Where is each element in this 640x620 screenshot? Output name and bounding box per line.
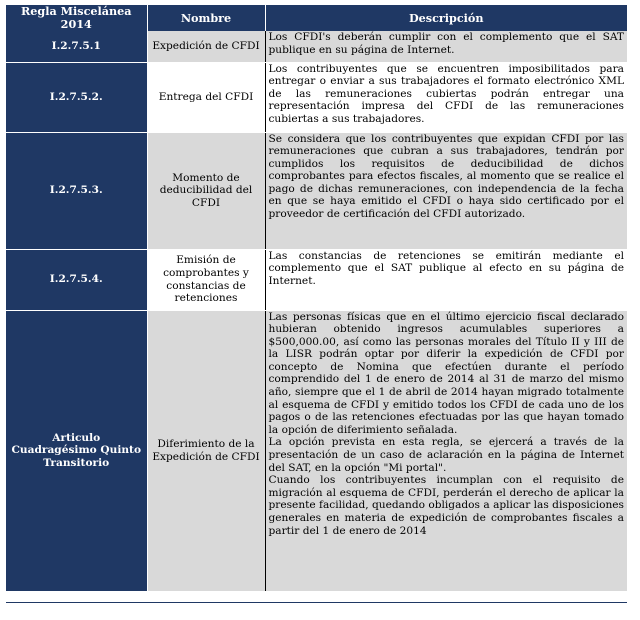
rules-table — [6, 5, 627, 592]
descripcion-paragraph: Cuando los contribuyentes incumplan con el requisito de migración al esquema de CFDI, perderán el derecho de aplicar la presente facilidad, quedando obligados a aplicar las disposiciones generales en materia de expedición de comprobantes fiscales a partir del 1 de enero de 2014 — [268, 474, 624, 537]
regla-cell: I.2.7.5.1 — [6, 31, 147, 62]
header-nombre: Nombre — [147, 5, 265, 31]
table-row — [6, 249, 627, 310]
header-regla: Regla Miscelánea 2014 — [6, 5, 147, 31]
regla-cell: Articulo Cuadragésimo Quinto Transitorio — [6, 310, 147, 591]
descripcion-cell — [265, 249, 627, 310]
table-row — [6, 62, 627, 132]
regla-cell: I.2.7.5.2. — [6, 62, 147, 132]
nombre-cell: Expedición de CFDI — [147, 31, 265, 62]
header-descripcion: Descripción — [265, 5, 627, 31]
descripcion-paragraph: La opción prevista en esta regla, se ejercerá a través de la presentación de un caso de aclaración en la página de Internet del SAT, en la opción "Mi portal". — [268, 436, 624, 474]
descripcion-paragraph: Los CFDI's deberán cumplir con el complemento que el SAT publique en su página de Internet. — [268, 31, 624, 56]
nombre-cell: Entrega del CFDI — [147, 62, 265, 132]
table-row — [6, 132, 627, 249]
regla-cell: I.2.7.5.4. — [6, 249, 147, 310]
nombre-cell: Emisión de comprobantes y constancias de retenciones — [147, 249, 265, 310]
table-header-row — [6, 5, 627, 31]
nombre-cell: Momento de deducibilidad del CFDI — [147, 132, 265, 249]
regla-cell: I.2.7.5.3. — [6, 132, 147, 249]
descripcion-cell — [265, 132, 627, 249]
descripcion-cell — [265, 310, 627, 591]
descripcion-cell — [265, 31, 627, 62]
table-row — [6, 310, 627, 591]
descripcion-paragraph: Las personas físicas que en el último ejercicio fiscal declarado hubieran obtenido ingresos acumulables superiores a $500,000.00, así como las personas morales del Título II y III de la LISR podrán optar por diferir la expedición de CFDI por concepto de Nomina que efectúen durante el período comprendido del 1 de enero de 2014 al 31 de marzo del mismo año, siempre que el 1 de abril de 2014 hayan migrado totalmente al esquema de CFDI y emitido todos los CFDI de cada uno de los pagos o de las retenciones efectuadas por las que hayan tomado la opción de diferimiento señalada. — [268, 310, 624, 436]
descripcion-paragraph: Los contribuyentes que se encuentren imposibilitados para entregar o enviar a sus trabajadores el formato electrónico XML de las remuneraciones cubiertas podrán entregar una representación impresa del CFDI de las remuneraciones cubiertas a sus trabajadores. — [268, 62, 624, 125]
descripcion-paragraph: Se considera que los contribuyentes que expidan CFDI por las remuneraciones que cubran a sus trabajadores, tendrán por cumplidos los requisitos de deducibilidad de dichos comprobantes para efectos fiscales, al momento que se realice el pago de dichas remuneraciones, con independencia de la fecha en que se haya emitido el CFDI o haya sido certificado por el proveedor de certificación del CFDI autorizado. — [268, 132, 624, 221]
bottom-rule — [6, 602, 627, 603]
nombre-cell: Diferimiento de la Expedición de CFDI — [147, 310, 265, 591]
descripcion-cell — [265, 62, 627, 132]
descripcion-paragraph: Las constancias de retenciones se emitirán mediante el complemento que el SAT publique al efecto en su página de Internet. — [268, 249, 624, 287]
table-row — [6, 31, 627, 62]
